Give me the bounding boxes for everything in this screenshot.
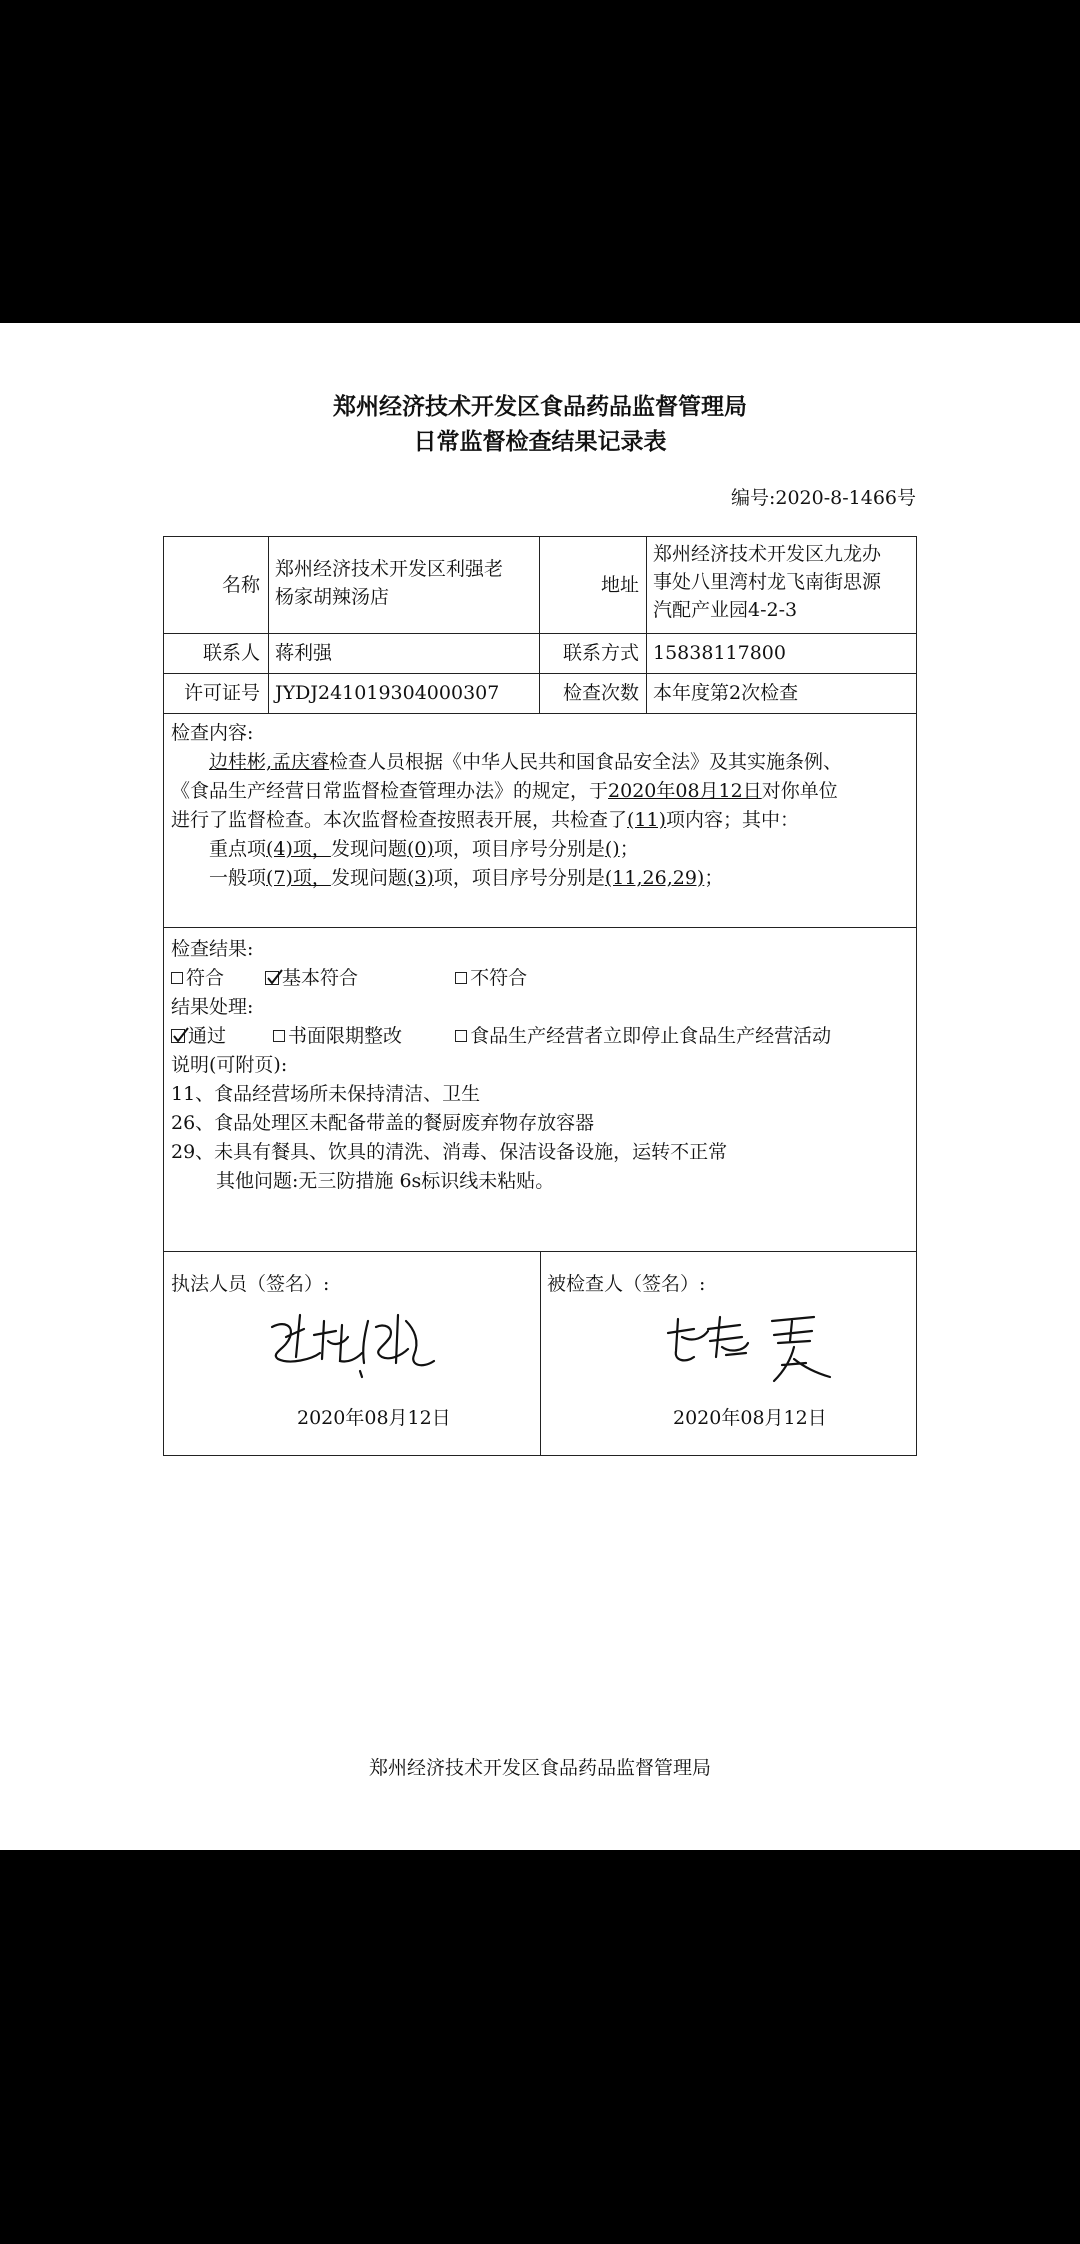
address-value: 郑州经济技术开发区九龙办 事处八里湾村龙飞南街思源 汽配产业园4-2-3	[653, 543, 882, 621]
document-number: 编号:2020-8-1466号	[730, 487, 916, 509]
note-item: 11、食品经营场所未保持清洁、卫生	[171, 1083, 481, 1105]
other-issues: 其他问题:无三防措施 6s标识线未粘贴。	[216, 1170, 555, 1192]
name-value: 郑州经济技术开发区利强老 杨家胡辣汤店	[275, 558, 504, 608]
handling-option-rectify[interactable]: 书面限期整改	[273, 1022, 449, 1051]
result-options	[171, 964, 911, 993]
note-item: 26、食品处理区未配备带盖的餐厨废弃物存放容器	[171, 1112, 595, 1134]
note-heading: 说明(可附页):	[171, 1054, 288, 1076]
inspected-sign-date: 2020年08月12日	[673, 1407, 827, 1429]
result-option-conform[interactable]: 符合	[171, 964, 259, 993]
handling-heading: 结果处理:	[171, 996, 254, 1018]
inspected-signature-image	[664, 1307, 844, 1393]
unchecked-box-icon	[455, 1030, 467, 1042]
unchecked-box-icon	[455, 972, 467, 984]
handling-options	[171, 1022, 911, 1051]
row-divider	[164, 927, 916, 928]
footer-agency: 郑州经济技术开发区食品药品监督管理局	[368, 1757, 711, 1779]
result-option-basic-conform[interactable]: 基本符合	[265, 964, 449, 993]
inspected-signature-label: 被检查人（签名）:	[547, 1273, 706, 1295]
phone-label: 联系方式	[562, 642, 639, 664]
handling-option-stop[interactable]: 食品生产经营者立即停止食品生产经营活动	[455, 1025, 831, 1047]
unchecked-box-icon	[171, 972, 183, 984]
name-label: 名称	[221, 574, 260, 596]
officer-signature-image	[264, 1307, 444, 1387]
content-heading: 检查内容:	[171, 722, 254, 744]
unchecked-box-icon	[273, 1030, 285, 1042]
record-table	[163, 536, 917, 1456]
contact-value: 蒋利强	[275, 642, 333, 664]
row-divider	[164, 713, 916, 714]
license-value: JYDJ241019304000307	[275, 682, 500, 704]
col-divider	[540, 1251, 541, 1456]
handling-option-pass[interactable]: 通过	[171, 1022, 267, 1051]
document-page	[0, 323, 1080, 1850]
total-items: (11)	[627, 809, 667, 831]
address-label: 地址	[600, 574, 639, 596]
inspector-names: 边桂彬,孟庆睿	[209, 751, 330, 773]
inspection-date: 2020年08月12日	[608, 780, 762, 802]
license-label: 许可证号	[183, 682, 260, 704]
inspection-result	[171, 935, 911, 1196]
row-divider	[164, 633, 916, 634]
checked-box-icon	[171, 1029, 185, 1043]
result-option-nonconform[interactable]: 不符合	[455, 967, 527, 989]
officer-sign-date: 2020年08月12日	[297, 1407, 451, 1429]
contact-label: 联系人	[202, 642, 260, 664]
inspection-count-label: 检查次数	[562, 682, 639, 704]
general-items-line: 一般项(7)项，发现问题(3)项，项目序号分别是(11,26,29)；	[209, 867, 724, 889]
inspection-count-value: 本年度第2次检查	[653, 682, 799, 704]
col-divider	[646, 537, 647, 713]
col-divider	[268, 537, 269, 713]
key-items-line: 重点项(4)项，发现问题(0)项，项目序号分别是()；	[209, 838, 639, 860]
officer-signature-label: 执法人员（签名）:	[171, 1273, 330, 1295]
result-heading: 检查结果:	[171, 938, 254, 960]
checked-box-icon	[265, 971, 279, 985]
inspection-content: 检查内容: 边桂彬,孟庆睿检查人员根据《中华人民共和国食品安全法》及其实施条例、 《食品生产经营日常监督检查管理办法》的规定，于2020年08月12日对你单位 进行了监督检查。本次监督检查按照表开展，共检查了(11)项内容；其中： 重点项(4)项，发现问题(0)项，项目序号分别是()； 一般项(7)项，发现问题(3)项，项目序号分别是(11,26,29)；	[171, 719, 911, 893]
row-divider	[164, 673, 916, 674]
phone-value: 15838117800	[653, 642, 786, 664]
agency-title: 郑州经济技术开发区食品药品监督管理局	[333, 394, 747, 420]
form-title: 日常监督检查结果记录表	[413, 429, 667, 455]
note-item: 29、未具有餐具、饮具的清洗、消毒、保洁设备设施，运转不正常	[171, 1141, 728, 1163]
